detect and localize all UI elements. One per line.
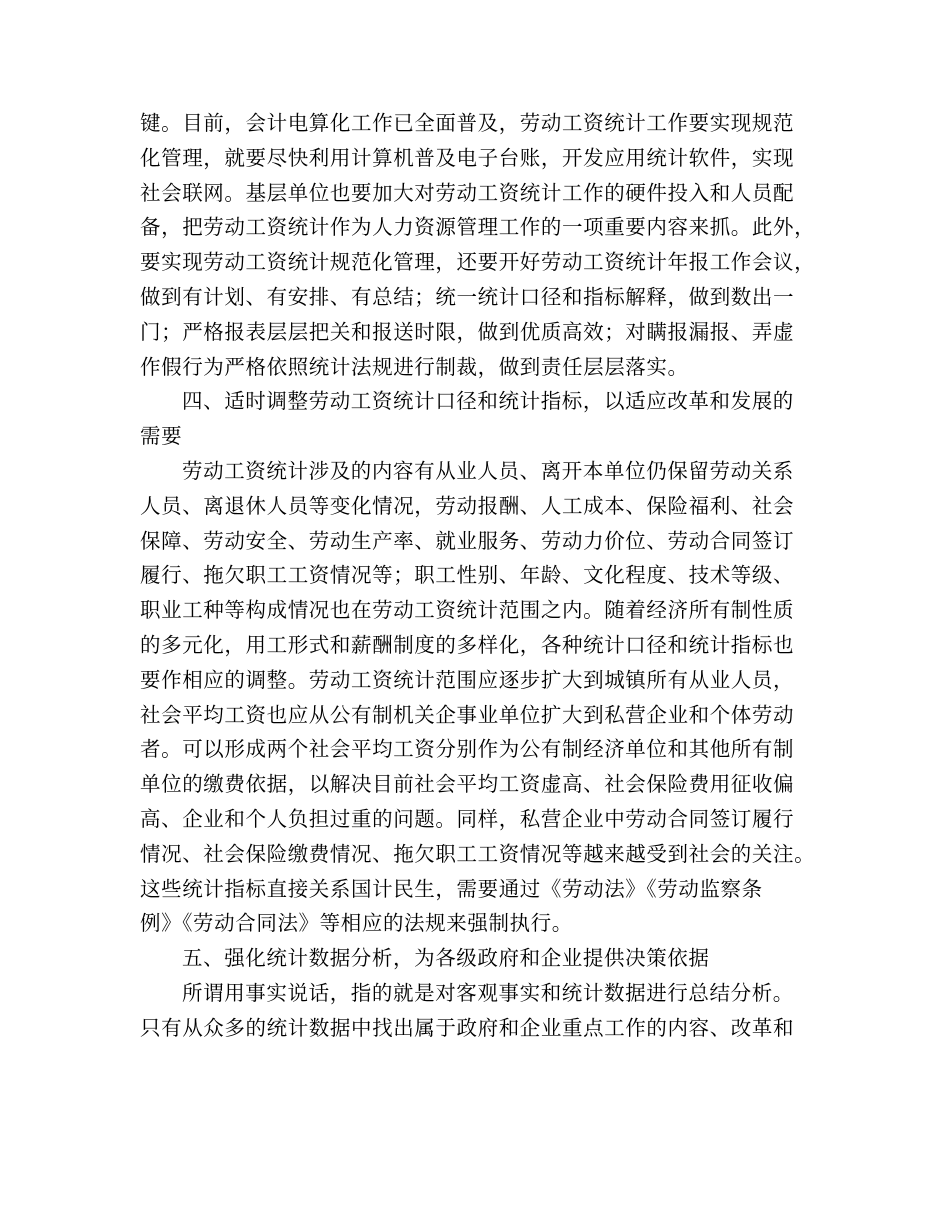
text-line: 化管理，就要尽快利用计算机普及电子台账，开发应用统计软件，实现 [140,145,795,170]
text-line: 做到有计划、有安排、有总结；统一统计口径和指标解释，做到数出一 [140,284,795,309]
text-line: 单位的缴费依据，以解决目前社会平均工资虚高、社会保险费用征收偏 [140,772,795,797]
text-line: 高、企业和个人负担过重的问题。同样，私营企业中劳动合同签订履行 [140,806,795,831]
text-line: 情况、社会保险缴费情况、拖欠职工工资情况等越来越受到社会的关注。 [140,841,816,866]
text-line: 的多元化，用工形式和薪酬制度的多样化，各种统计口径和统计指标也 [140,632,795,657]
text-line: 门；严格报表层层把关和报送时限，做到优质高效；对瞒报漏报、弄虚 [140,319,795,344]
text-line: 职业工种等构成情况也在劳动工资统计范围之内。随着经济所有制性质 [140,598,795,623]
text-line: 要实现劳动工资统计规范化管理，还要开好劳动工资统计年报工作会议， [140,250,816,275]
text-line: 只有从众多的统计数据中找出属于政府和企业重点工作的内容、改革和 [140,1015,795,1040]
text-line: 保障、劳动安全、劳动生产率、就业服务、劳动力价位、劳动合同签订 [140,528,795,553]
text-line: 社会平均工资也应从公有制机关企事业单位扩大到私营企业和个体劳动 [140,702,795,727]
text-line: 例》《劳动合同法》等相应的法规来强制执行。 [140,911,573,936]
text-line: 五、强化统计数据分析，为各级政府和企业提供决策依据 [182,946,710,971]
text-line: 键。目前，会计电算化工作已全面普及，劳动工资统计工作要实现规范 [140,111,795,135]
text-line: 社会联网。基层单位也要加大对劳动工资统计工作的硬件投入和人员配 [140,180,795,205]
body-text [140,106,824,1046]
text-line: 者。可以形成两个社会平均工资分别作为公有制经济单位和其他所有制 [140,737,795,762]
text-line: 备，把劳动工资统计作为人力资源管理工作的一项重要内容来抓。此外， [140,215,816,240]
text-line: 这些统计指标直接关系国计民生，需要通过《劳动法》《劳动监察条 [140,876,763,901]
text-line: 所谓用事实说话，指的就是对客观事实和统计数据进行总结分析。 [182,980,794,1005]
text-line: 四、适时调整劳动工资统计口径和统计指标，以适应改革和发展的 [182,389,794,414]
text-line: 履行、拖欠职工工资情况等；职工性别、年龄、文化程度、技术等级、 [140,563,795,588]
text-line: 劳动工资统计涉及的内容有从业人员、离开本单位仍保留劳动关系 [182,458,794,483]
text-line: 作假行为严格依照统计法规进行制裁，做到责任层层落实。 [140,354,689,379]
text-line: 人员、离退休人员等变化情况，劳动报酬、人工成本、保险福利、社会 [140,493,795,518]
text-line: 要作相应的调整。劳动工资统计范围应逐步扩大到城镇所有从业人员， [140,667,795,692]
text-line: 需要 [140,424,183,449]
